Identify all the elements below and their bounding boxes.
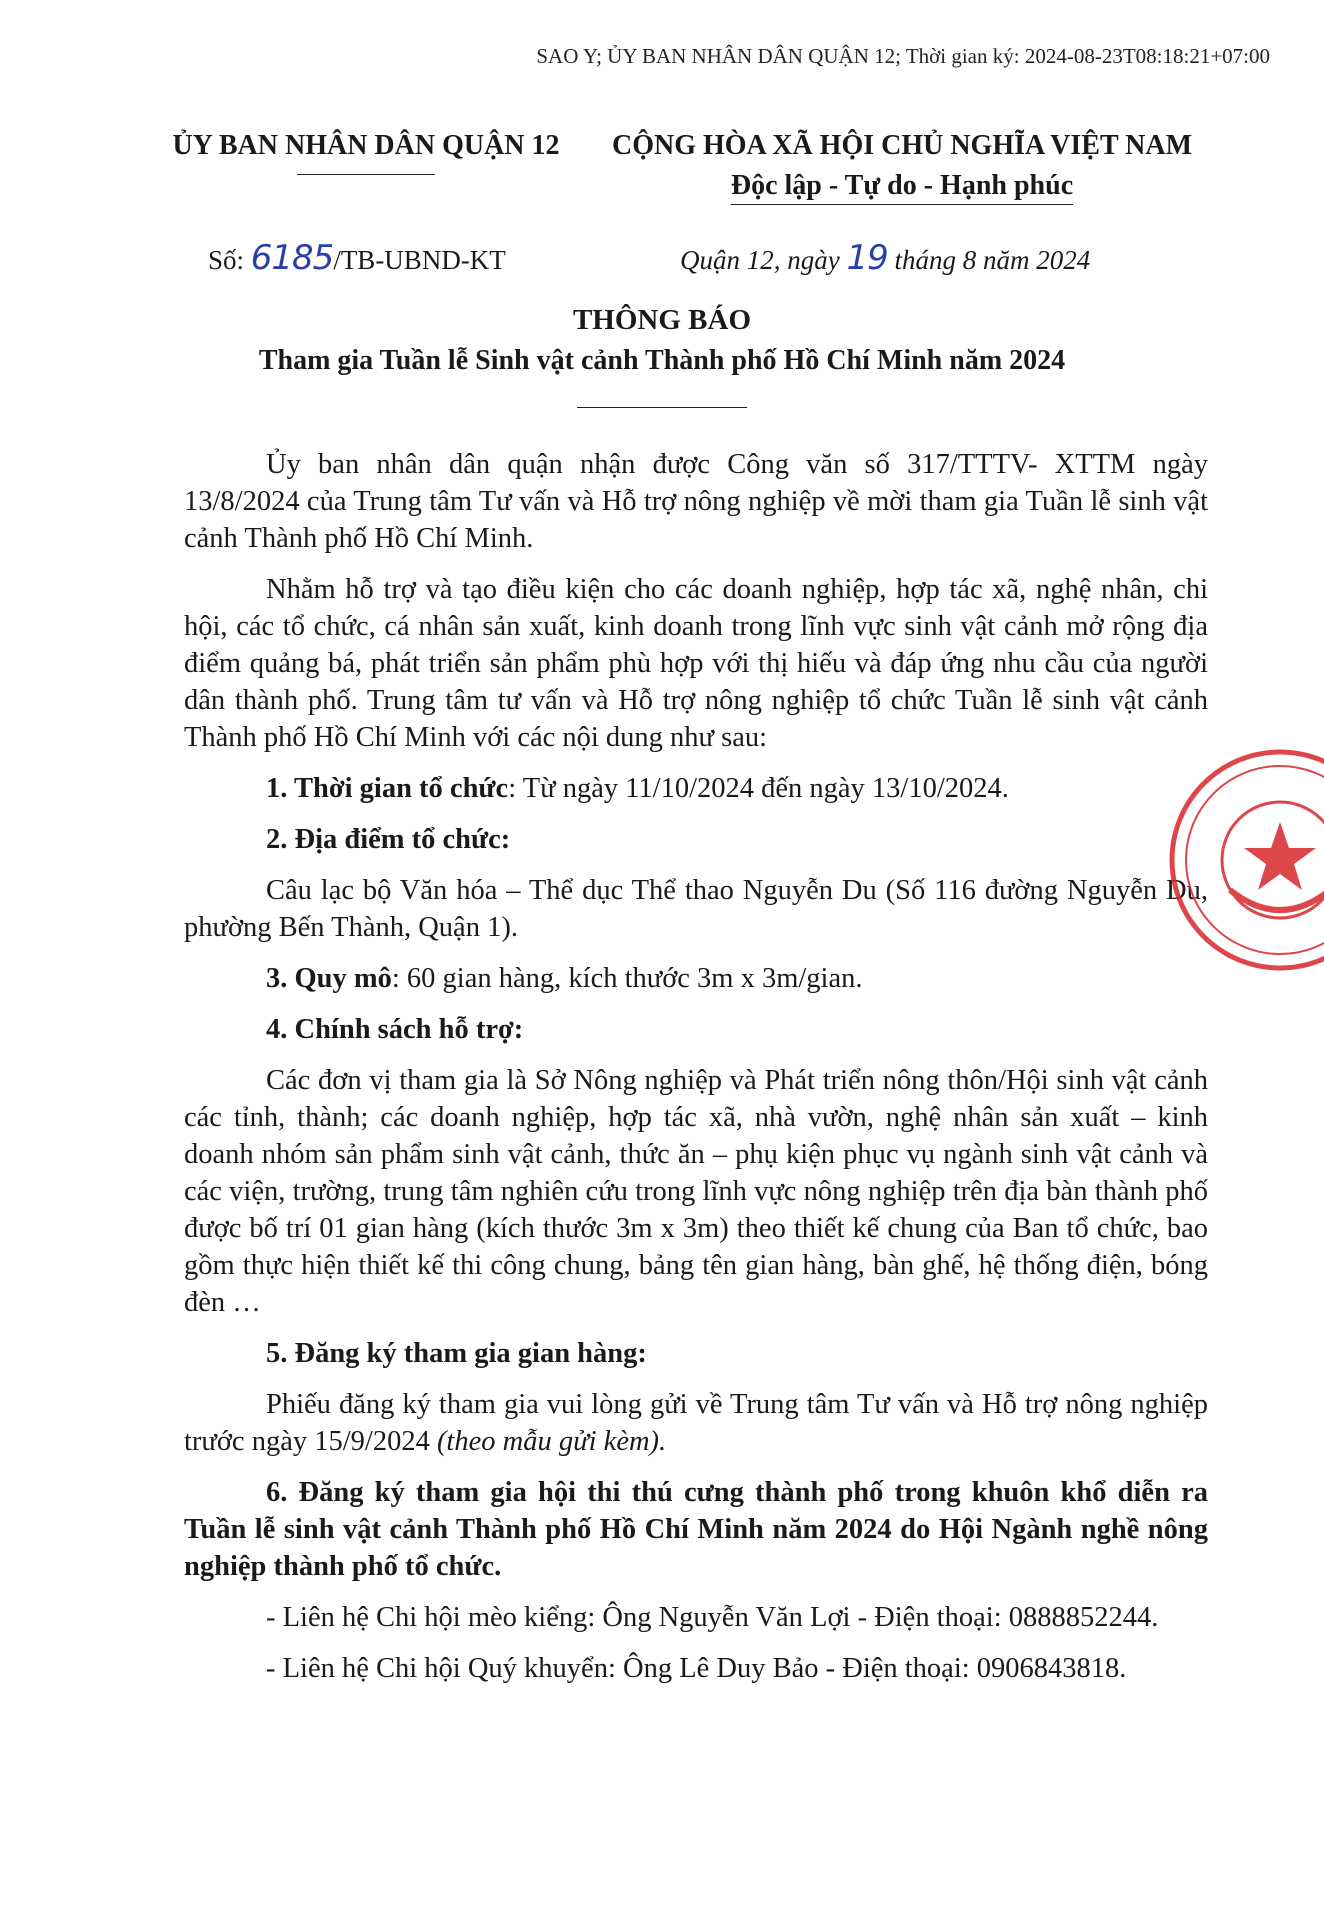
section-scale-text: : 60 gian hàng, kích thước 3m x 3m/gian.: [391, 963, 863, 994]
nation-name: CỘNG HÒA XÃ HỘI CHỦ NGHĨA VIỆT NAM: [611, 130, 1193, 161]
paragraph-intro: Ủy ban nhân dân quận nhận được Công văn số 317/TTTV- XTTM ngày 13/8/2024 của Trung tâm Tư vấn và Hỗ trợ nông nghiệp về mời tham gia Tuần lễ sinh vật cảnh Thành phố Hồ Chí Minh.: [184, 449, 1208, 554]
issuing-agency: [160, 130, 572, 175]
document-number: [208, 238, 506, 278]
official-red-seal: [1160, 740, 1324, 980]
section-scale: [184, 960, 1208, 997]
date-prefix: Quận 12, ngày: [680, 245, 847, 275]
agency-name: ỦY BAN NHÂN DÂN QUẬN 12: [172, 130, 560, 161]
section-pet-contest: 6. Đăng ký tham gia hội thi thú cưng thành phố trong khuôn khổ diễn ra Tuần lễ sinh vật cảnh Thành phố Hồ Chí Minh năm 2024 do Hội Ngành nghề nông nghiệp thành phố tổ chức.: [184, 1477, 1208, 1582]
document-title: [0, 304, 1324, 408]
national-motto: Độc lập - Tự do - Hạnh phúc: [731, 170, 1073, 205]
registration-text: Phiếu đăng ký tham gia vui lòng gửi về Trung tâm Tư vấn và Hỗ trợ nông nghiệp trước ngày 15/9/2024: [184, 1389, 1208, 1457]
document-number-suffix: /TB-UBND-KT: [333, 245, 506, 275]
section-support-text: Các đơn vị tham gia là Sở Nông nghiệp và Phát triển nông thôn/Hội sinh vật cảnh các tỉnh, thành; các doanh nghiệp, hợp tác xã, nhà vườn, nghệ nhân sản xuất – kinh doanh nhóm sản phẩm sinh vật cảnh, thức ăn – phụ kiện phục vụ ngành sinh vật cảnh và các viện, trường, trung tâm nghiên cứu trong lĩnh vực nông nghiệp trên địa bàn thành phố được bố trí 01 gian hàng (kích thước 3m x 3m) theo thiết kế chung của Ban tổ chức, bao gồm thực hiện thiết kế thi công chung, bảng tên gian hàng, bàn ghế, hệ thống điện, bóng đèn …: [184, 1065, 1208, 1318]
national-header: [582, 130, 1222, 205]
agency-underline: [297, 174, 435, 175]
section-time: [184, 770, 1208, 807]
section-time-text: : Từ ngày 11/10/2024 đến ngày 13/10/2024.: [508, 773, 1009, 804]
section-support-label: 4. Chính sách hỗ trợ:: [266, 1014, 524, 1045]
section-time-label: 1. Thời gian tổ chức: [266, 773, 509, 804]
section-location-label: 2. Địa điểm tổ chức:: [266, 824, 511, 855]
contact-dog-club: - Liên hệ Chi hội Quý khuyển: Ông Lê Duy Bảo - Điện thoại: 0906843818.: [266, 1653, 1127, 1684]
title-subject: Tham gia Tuần lễ Sinh vật cảnh Thành phố Hồ Chí Minh năm 2024: [258, 345, 1066, 376]
copy-signature-notice: SAO Y; ỦY BAN NHÂN DÂN QUẬN 12; Thời gian ký: 2024-08-23T08:18:21+07:00: [536, 44, 1270, 68]
document-body: [184, 446, 1208, 1701]
handwritten-number: 6185: [250, 238, 334, 278]
document-date: [680, 238, 1090, 278]
title-main: THÔNG BÁO: [572, 304, 752, 336]
title-underline: [577, 407, 747, 408]
handwritten-day: 19: [846, 238, 888, 278]
contact-cat-club: - Liên hệ Chi hội mèo kiểng: Ông Nguyễn Văn Lợi - Điện thoại: 0888852244.: [266, 1602, 1159, 1633]
section-registration-text: [184, 1386, 1208, 1460]
section-location-text: Câu lạc bộ Văn hóa – Thể dục Thể thao Nguyễn Du (Số 116 đường Nguyễn Du, phường Bến Thành, Quận 1).: [184, 875, 1208, 943]
document-number-prefix: Số:: [208, 245, 251, 275]
date-suffix: tháng 8 năm 2024: [887, 245, 1091, 275]
registration-note: (theo mẫu gửi kèm).: [436, 1426, 667, 1457]
section-scale-label: 3. Quy mô: [266, 963, 392, 994]
section-registration-label: 5. Đăng ký tham gia gian hàng:: [266, 1338, 647, 1369]
paragraph-purpose: Nhằm hỗ trợ và tạo điều kiện cho các doanh nghiệp, hợp tác xã, nghệ nhân, chi hội, các tổ chức, cá nhân sản xuất, kinh doanh trong lĩnh vực sinh vật cảnh mở rộng địa điểm quảng bá, phát triển sản phẩm phù hợp với thị hiếu và đáp ứng nhu cầu của người dân thành phố. Trung tâm tư vấn và Hỗ trợ nông nghiệp tổ chức Tuần lễ sinh vật cảnh Thành phố Hồ Chí Minh với các nội dung như sau:: [184, 574, 1208, 753]
